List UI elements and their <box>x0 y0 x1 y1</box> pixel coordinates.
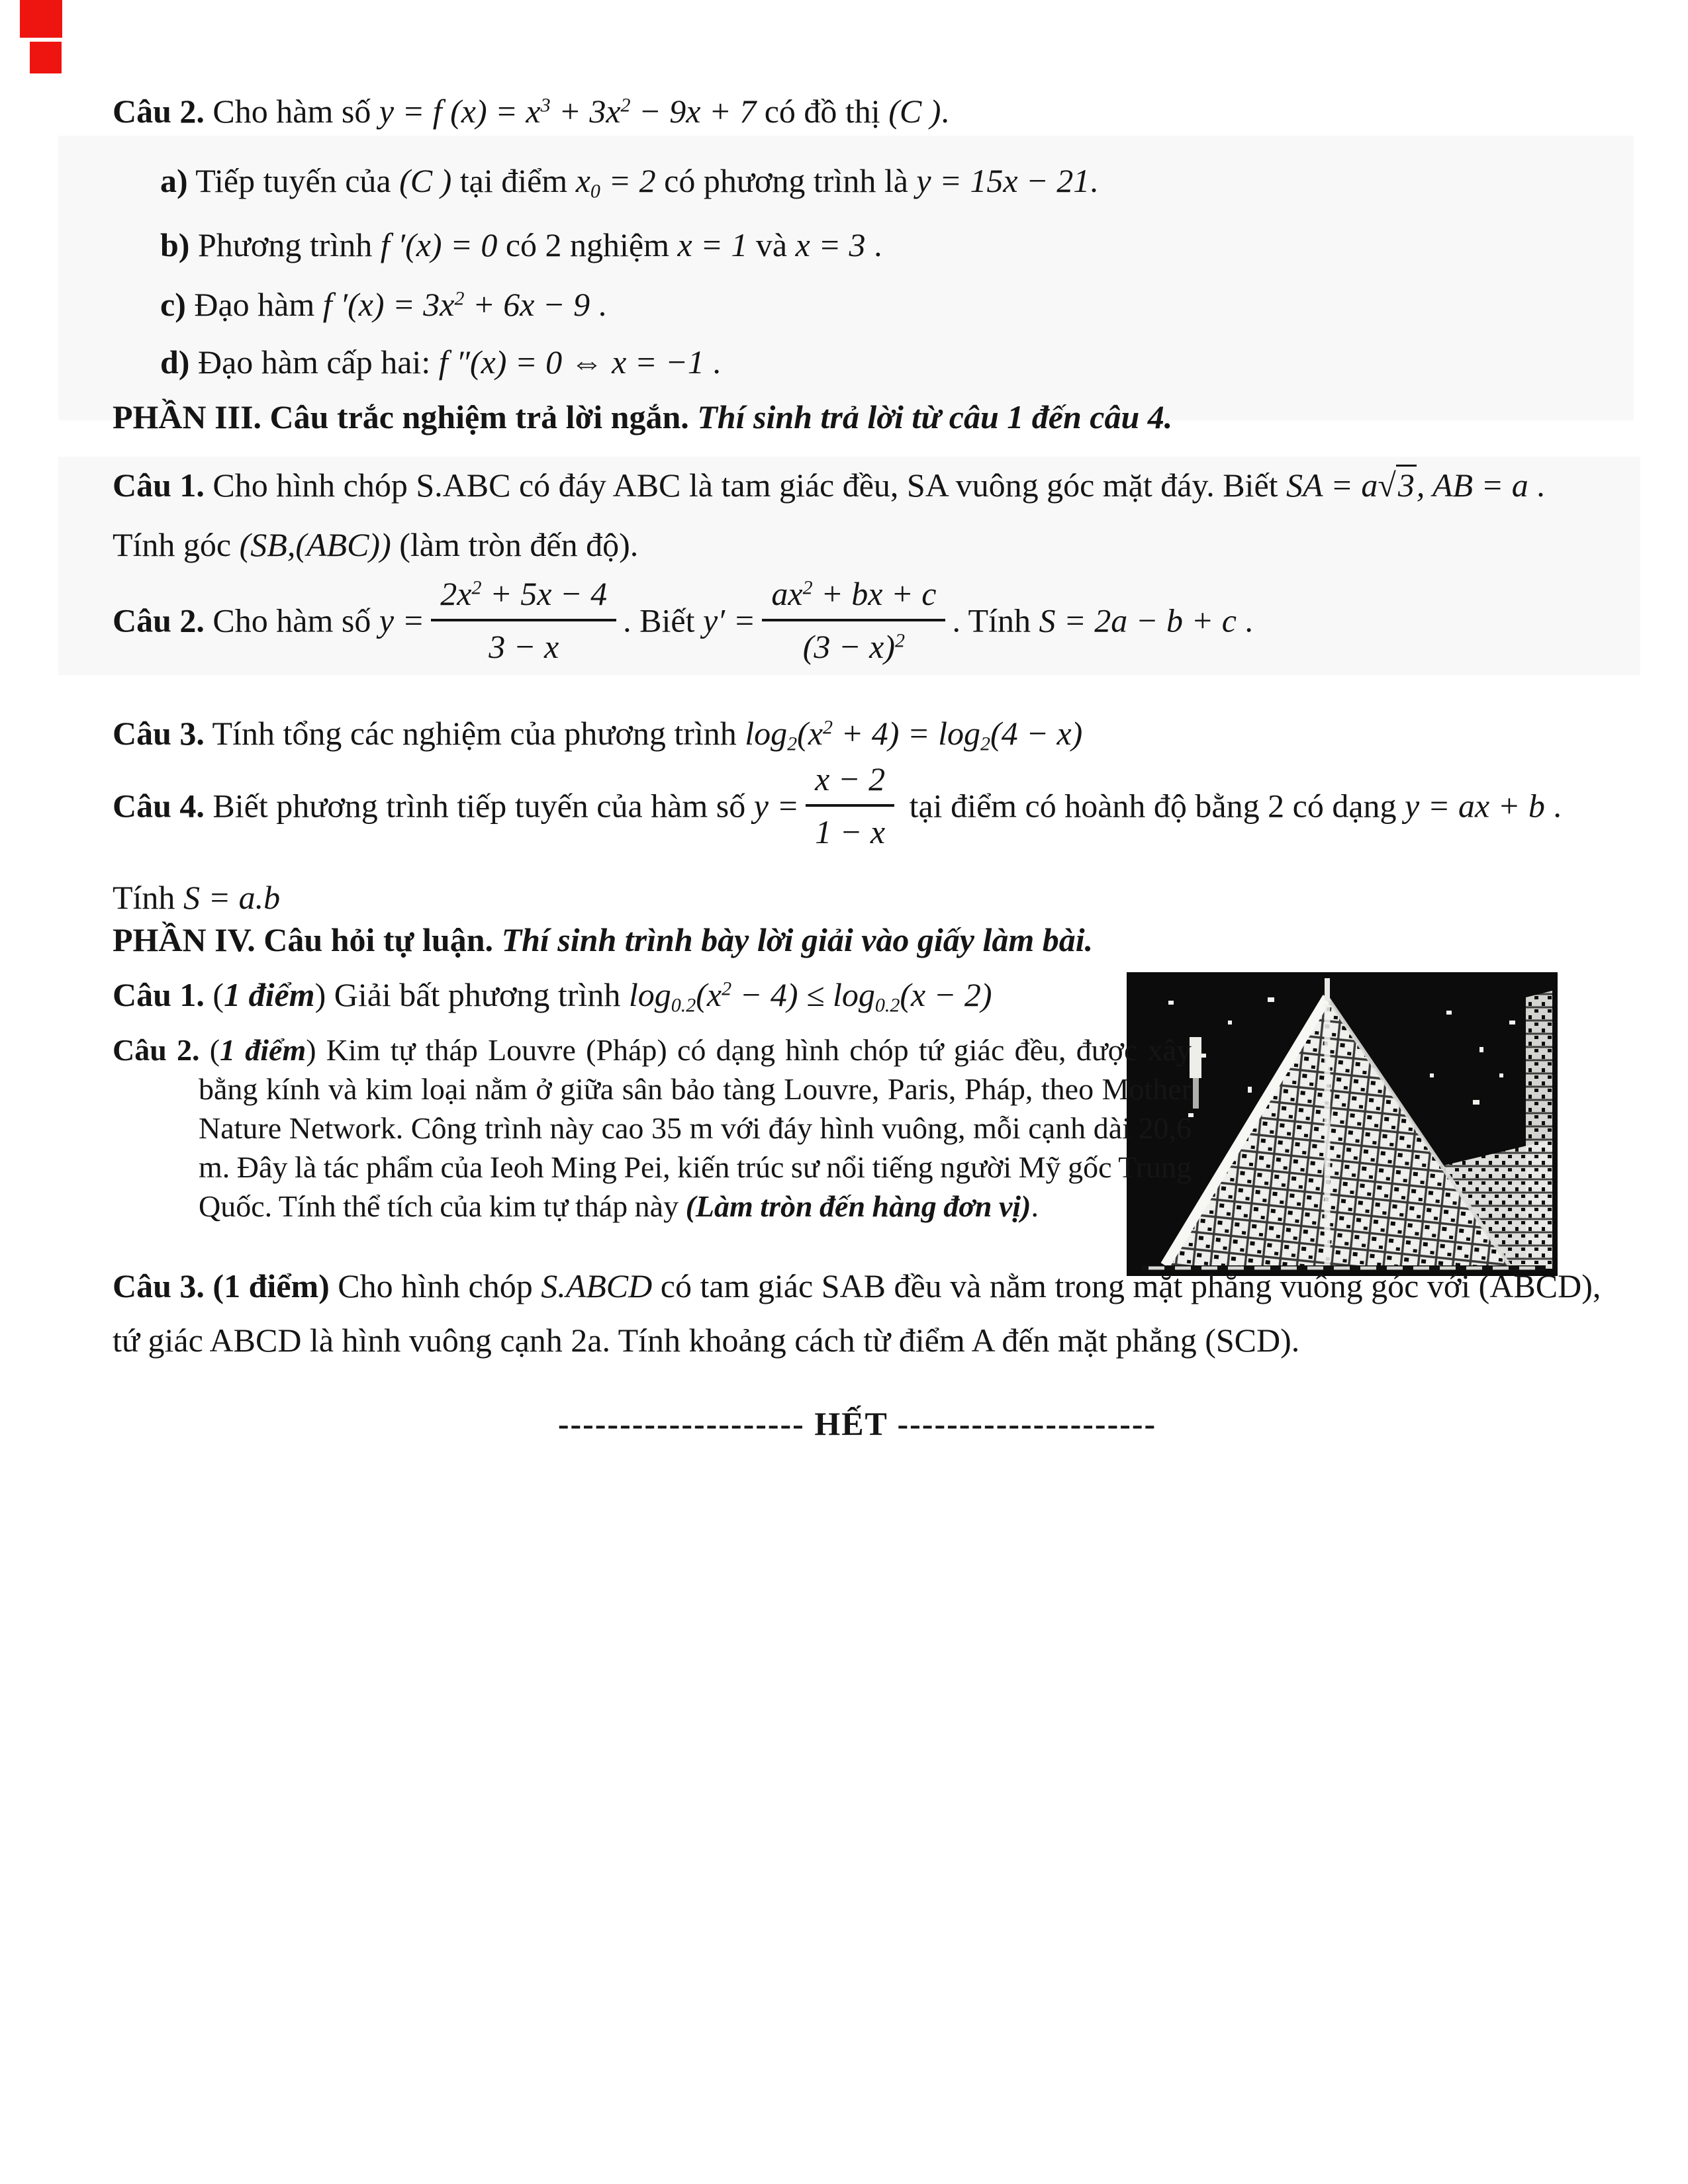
end-divider: -------------------- HẾT --------------------- <box>557 1405 1157 1443</box>
phan3-q4-line1: Câu 4. Biết phương trình tiếp tuyến của hàm số y = $\frac{x - 2}{1 - x}$ tại điểm có hoành độ bằng 2 có dạng y = ax + b . <box>113 760 1562 850</box>
section-phan4 <box>113 920 1602 1367</box>
phan3-q4-line2: Tính S = a.b <box>113 879 281 916</box>
phan3-q2: Câu 2. Cho hàm số y = $\frac{2x2 + 5x - 4}{3 - x}$ . Biết y′ = $\frac{ax2 + bx + c}{(3 - x)2}$ . Tính S = 2a − b + c . <box>113 575 1253 665</box>
phan3-q1-line1: Câu 1. Cho hình chóp S.ABC có đáy ABC là tam giác đều, SA vuông góc mặt đáy. Biết SA = a√3, AB = a . <box>113 465 1602 505</box>
section-phan3 <box>113 397 1602 917</box>
phan3-header: PHẦN III. Câu trắc nghiệm trả lời ngắn. Thí sinh trả lời từ câu 1 đến câu 4. <box>113 398 1173 435</box>
square-root: √3 <box>1378 465 1416 504</box>
fraction: $\frac{x - 2}{1 - x}$ <box>806 759 894 852</box>
cau2-option-d: d) Đạo hàm cấp hai: f ″(x) = 0 ⇔ x = −1 . <box>160 343 721 381</box>
cau2-option-b: b) Phương trình f ′(x) = 0 có 2 nghiệm x = 1 và x = 3 . <box>160 226 882 263</box>
phan4-header: PHẦN IV. Câu hỏi tự luận. Thí sinh trình bày lời giải vào giấy làm bài. <box>113 921 1094 958</box>
fraction: $\frac{2x2 + 5x - 4}{3 - x}$ <box>431 574 616 666</box>
phan4-q1: Câu 1. (1 điểm) Giải bất phương trình log0.2(x2 − 4) ≤ log0.2(x − 2) <box>113 976 992 1017</box>
phan4-q2: Câu 2. (1 điểm) Kim tự tháp Louvre (Pháp) có dạng hình chóp tứ giác đều, được xây bằng kính và kim loại nằm ở giữa sân bảo tàng Louvre, Paris, Pháp, theo Mother Nature Network. Công trình này cao 35 m với đáy hình vuông, mỗi cạnh dài 20,6 m. Đây là tác phẩm của Ieoh Ming Pei, kiến trúc sư nổi tiếng người Mỹ gốc Trung Quốc. Tính thể tích của kim tự tháp này (Làm tròn đến hàng đơn vị). <box>113 1033 1192 1223</box>
section-cau2-truefalse <box>113 91 1602 382</box>
phan3-q3: Câu 3. Tính tổng các nghiệm của phương trình log2(x2 + 4) = log2(4 − x) <box>113 715 1083 755</box>
phan4-q3: Câu 3. (1 điểm) Cho hình chóp S.ABCD có tam giác SAB đều và nằm trong mặt phẳng vuông góc với (ABCD), tứ giác ABCD là hình vuông cạnh 2a. Tính khoảng cách từ điểm A đến mặt phẳng (SCD). <box>113 1267 1601 1359</box>
cau2-option-a: a) Tiếp tuyến của (C ) tại điểm x0 = 2 có phương trình là y = 15x − 21. <box>160 162 1098 203</box>
cau2-header: Câu 2. Cho hàm số y = f (x) = x3 + 3x2 − 9x + 7 có đồ thị (C ). <box>113 93 949 130</box>
phan3-q1-line2: Tính góc (SB,(ABC)) (làm tròn đến độ). <box>113 526 639 563</box>
fraction: $\frac{ax2 + bx + c}{(3 - x)2}$ <box>762 574 945 666</box>
cau2-option-c: c) Đạo hàm f ′(x) = 3x2 + 6x − 9 . <box>160 286 607 323</box>
